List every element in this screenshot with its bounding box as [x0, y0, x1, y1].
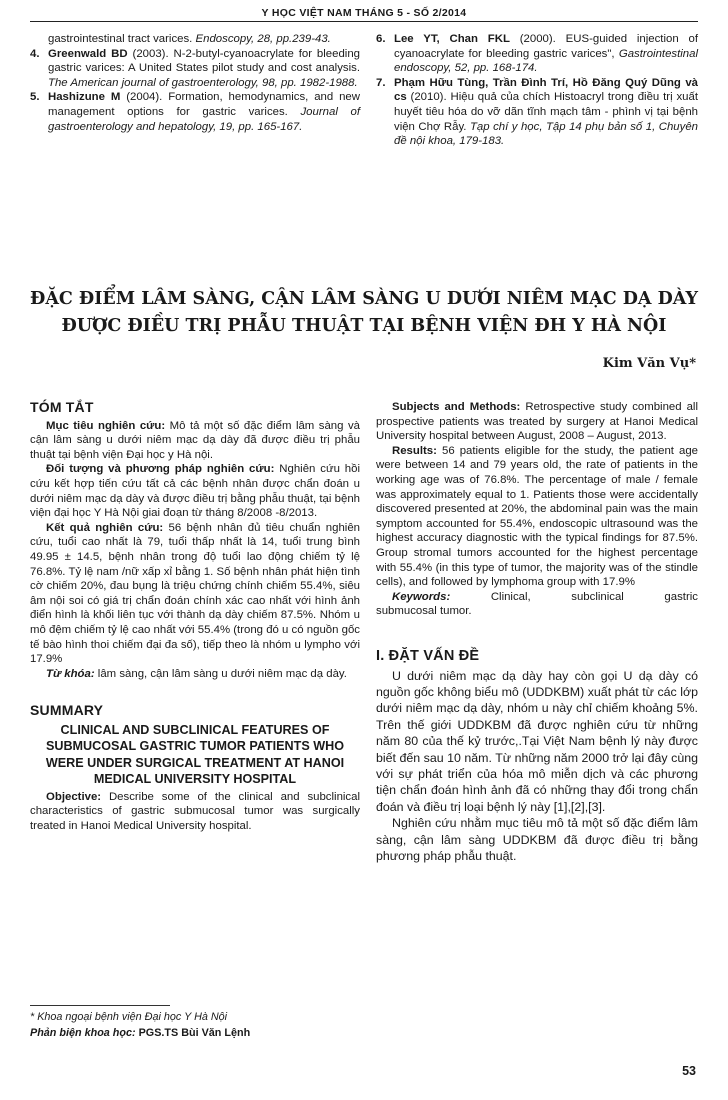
reference-authors: Lee YT, Chan FKL	[394, 33, 510, 45]
references-right	[376, 32, 698, 149]
tomtat-keywords-label: Từ khóa:	[46, 667, 95, 680]
reference-source: The American journal of gastroenterology, 98, pp. 1982-1988.	[48, 76, 358, 89]
reference-source: Tạp chí y học, Tập 14 phụ bản số 1, Chuyên đề nội khoa, 179-183.	[394, 120, 698, 148]
tomtat-results	[30, 521, 360, 667]
reference-number: 7.	[376, 76, 386, 89]
header-rule	[30, 21, 698, 22]
body-left-column	[30, 400, 360, 834]
tomtat-methods	[30, 462, 360, 520]
reference-authors: Phạm Hữu Tùng, Trần Đình Trí, Hồ Đăng Quý Dũng và cs	[394, 76, 698, 104]
summary-keyword: Clinical,	[490, 590, 531, 603]
references-left	[30, 32, 360, 134]
page-number: 53	[682, 1064, 696, 1078]
article-author: Kim Văn Vụ*	[602, 356, 696, 371]
summary-methods-text: Retrospective study combined all prospective patients was treated by surgery at Hanoi Medical University hospital between August, 2008 – August, 2013.	[376, 401, 698, 443]
summary-keywords	[376, 590, 698, 605]
reference-authors: Hashizune M	[48, 91, 121, 104]
summary-title: CLINICAL AND SUBCLINICAL FEATURES OF SUBMUCOSAL GASTRIC TUMOR PATIENTS WHO WERE UNDER SURGICAL TREATMENT AT HANOI MEDICAL UNIVERSITY HOSPITAL	[45, 722, 345, 787]
reference-item	[376, 32, 698, 76]
tomtat-heading: TÓM TẮT	[30, 399, 94, 415]
reference-text: (2004). Formation, hemodynamics, and new management options for gastric varices.	[48, 91, 360, 118]
summary-keyword: subclinical	[571, 590, 624, 603]
tomtat-keywords	[30, 667, 360, 682]
summary-objective	[30, 790, 360, 834]
reference-source: Gastrointestinal endoscopy, 52, pp. 168-174.	[394, 47, 698, 75]
reference-item	[30, 32, 360, 47]
summary-results-label: Results:	[392, 444, 437, 457]
summary-methods-label: Subjects and Methods:	[392, 401, 521, 413]
reference-number: 4.	[30, 47, 40, 60]
reference-text: (2003). N-2-butyl-cyanoacrylate for bleeding gastric varices: A United States pilot study and cost analysis.	[48, 47, 360, 75]
footnote-rule	[30, 1005, 170, 1006]
article-title-line: ĐƯỢC ĐIỀU TRỊ PHẪU THUẬT TẠI BỆNH VIỆN ĐH Y HÀ NỘI	[61, 316, 667, 336]
article-title	[30, 286, 698, 340]
reference-item	[376, 76, 698, 149]
tomtat-methods-text: Nghiên cứu hồi cứu kết hợp tiến cứu tất cả các bệnh nhân được chẩn đoán u dưới niêm mạc dạ dày và được điều trị bằng phẫu thuật, tại bệnh viện đại học Y Hà Nội giai đoạn từ tháng 8/2008 -8/2013.	[30, 463, 360, 520]
footnote-reviewer	[30, 1026, 250, 1040]
tomtat-results-text: 56 bệnh nhân đủ tiêu chuẩn nghiên cứu, tuổi cao nhất là 79, tuổi thấp nhất là 14, tuổi trung bình 49.95 ± 14.5, bệnh nhân trong độ tuổi lao động chiếm tỷ lệ 76.8%. Tỷ lệ nam /nữ xấp xỉ bằng 1. Số bệnh nhân phát hiện tình cờ chiếm 20%, đau bụng là triệu chứng chính chiếm 55.4%, siêu âm nội soi có giá trị chẩn đoán chính xác cao nhất với hình ảnh điển hình là khối liên tục với thành dạ dày chiếm 87.5%. Nhóm u mô đệm chiếm tỷ lệ cao nhất với 55.4% (trong đó u có nguồn gốc tế bào hình thoi chiếm đại đa số), tiếp theo là nhóm u lympho với 17.9%	[30, 521, 360, 666]
tomtat-results-label: Kết quả nghiên cứu:	[46, 521, 164, 534]
footnote-reviewer-name: PGS.TS Bùi Văn Lệnh	[135, 1027, 251, 1039]
tomtat-objective-label: Mục tiêu nghiên cứu:	[46, 419, 166, 432]
tomtat-objective	[30, 419, 360, 463]
summary-objective-label: Objective:	[46, 790, 102, 803]
reference-text: gastrointestinal tract varices.	[48, 33, 196, 45]
journal-header: Y HỌC VIỆT NAM THÁNG 5 - SỐ 2/2014	[261, 7, 467, 19]
summary-keywords-rest: submucosal tumor.	[376, 605, 472, 618]
summary-methods	[376, 400, 698, 444]
summary-keywords-label: Keywords:	[392, 590, 451, 603]
reference-item	[30, 90, 360, 134]
tomtat-keywords-text: lâm sàng, cận lâm sàng u dưới niêm mạc dạ dày.	[94, 667, 347, 680]
reference-number: 5.	[30, 91, 40, 104]
summary-results	[376, 444, 698, 590]
reference-authors: Greenwald BD	[48, 47, 128, 60]
reference-text: (2000). EUS-guided injection of cyanoacrylate for bleeding gastric varices",	[394, 33, 698, 60]
summary-heading: SUMMARY	[30, 702, 104, 719]
footnote-reviewer-label: Phản biện khoa học:	[30, 1027, 136, 1039]
footnote-affiliation: * Khoa ngoại bệnh viện Đại học Y Hà Nội	[30, 1011, 228, 1023]
summary-results-text: 56 patients eligible for the study, the patient age were between 14 and 79 years old, the rate of patients in the working age was of 76.8%. The percentage of male / female was approximately equal to 1. Patients those were accidentally discovered presented at 20%, the abdominal pain was the main symptom accounted for 55.4%, endoscopic ultrasound was the highest accuracy diagnostic with the typical findings for 87.5%. Group stromal tumors accounted for the highest percentage with 55.4% (in this type of tumor, the majority was of the stindle cells), and followed by lymphoma group with 17.9%	[376, 444, 698, 589]
reference-item	[30, 47, 360, 91]
reference-source: Endoscopy, 28, pp.239-43.	[195, 33, 331, 45]
intro-heading: I. ĐẶT VẤN ĐỀ	[376, 647, 480, 664]
tomtat-methods-label: Đối tượng và phương pháp nghiên cứu:	[46, 463, 275, 476]
reference-source: Journal of gastroenterology and hepatology, 19, pp. 165-167.	[48, 105, 360, 133]
tomtat-objective-text: Mô tả một số đặc điểm lâm sàng và cận lâm sàng u dưới niêm mạc dạ dày đã được điều trị phẫu thuật tại bệnh viện Đại học y Hà nội.	[30, 419, 360, 461]
summary-objective-text: Describe some of the clinical and subclinical characteristics of gastric submucosal tumor was surgically treated in Hanoi Medical University hospital.	[30, 790, 360, 833]
reference-number: 6.	[376, 33, 386, 45]
reference-text: (2010). Hiệu quả của chích Histoacryl trong điều trị xuất huyết tiêu hóa do vỡ dãn tĩnh mạch tâm - phình vị tại bệnh viện Chợ Rẫy.	[394, 91, 698, 133]
intro-paragraph: U dưới niêm mạc dạ dày hay còn gọi U dạ dày có nguồn gốc không biểu mô (UDDKBM) xuất phát từ các lớp dưới niêm mạc dạ dày, nhóm u này chỉ chiếm khoảng 5%. Trên thế giới UDDKBM đã được nghiên cứu từ những năm 80 của thế kỷ trước,.Tại Việt Nam bệnh lý này được biết đến sau 10 năm. Từ những năm 2000 trở lại đây cùng với sự phát triển của hóa mô miễn dịch và các phương tiện chẩn đoán hình ảnh đã có những thay đổi trong chẩn đoán và điều trị loại bệnh lý này [1],[2],[3].	[376, 668, 698, 814]
article-title-line: ĐẶC ĐIỂM LÂM SÀNG, CẬN LÂM SÀNG U DƯỚI NIÊM MẠC DẠ DÀY	[30, 289, 698, 309]
body-right-column	[376, 400, 698, 864]
summary-keyword: gastric	[664, 590, 698, 603]
intro-paragraph: Nghiên cứu nhằm mục tiêu mô tả một số đặc điểm lâm sàng, cận lâm sàng UDDKBM đã được điều trị bằng phương pháp phẫu thuật.	[376, 816, 698, 863]
